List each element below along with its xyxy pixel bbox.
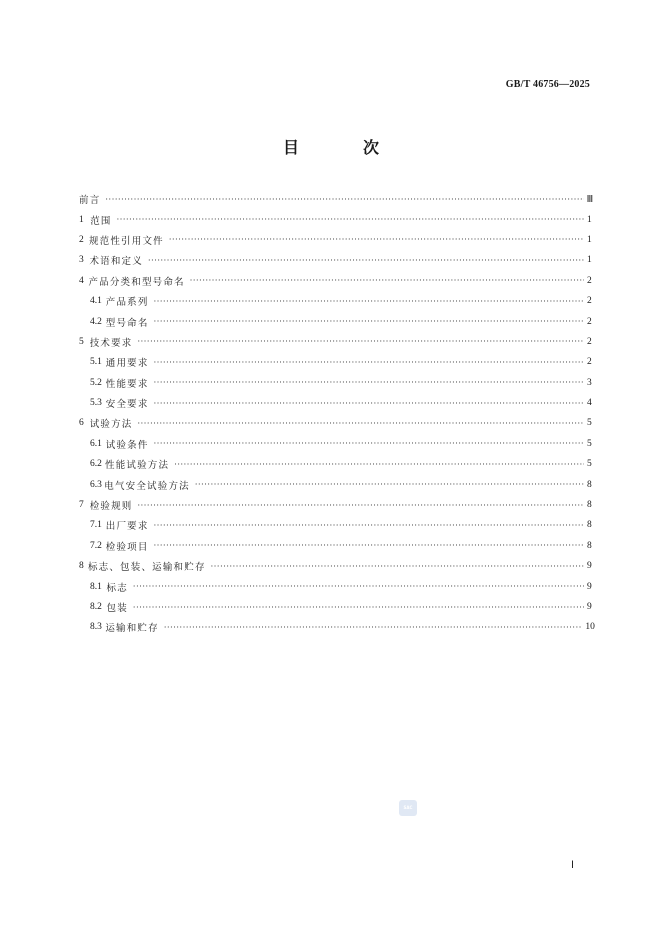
page-number: Ⅰ: [571, 860, 574, 871]
toc-entry-number: 2: [79, 234, 84, 245]
toc-entry-number: 8.3: [90, 622, 102, 633]
toc-entry-page: 8: [587, 520, 592, 531]
toc-entry-label: 包装: [106, 603, 128, 614]
toc-title: 目 次: [282, 138, 403, 157]
toc-entry-label: 规范性引用文件: [88, 235, 164, 247]
toc-entry-number: 8.2: [90, 602, 102, 612]
toc-entry[interactable]: [79, 597, 591, 617]
toc-entry-number: 6: [79, 418, 84, 429]
toc-entry-label: 检验项目: [105, 541, 149, 553]
toc-entry[interactable]: [79, 454, 591, 474]
dot-leader: [195, 479, 584, 490]
toc-entry-number: 1: [79, 214, 84, 225]
toc-entry-page: 9: [587, 581, 592, 592]
dot-leader: [211, 561, 584, 572]
toc-entry-page: 2: [587, 275, 592, 286]
dot-leader: [154, 398, 584, 409]
toc-entry[interactable]: [79, 556, 591, 576]
toc-entry-page: 9: [587, 602, 592, 612]
toc-entry[interactable]: [79, 576, 591, 596]
toc-entry-number: 5.2: [90, 377, 102, 388]
table-of-contents: [79, 189, 595, 638]
toc-entry-page: 2: [587, 316, 592, 327]
toc-entry-label: 试验方法: [89, 419, 133, 431]
toc-entry[interactable]: [79, 291, 591, 311]
toc-entry[interactable]: [79, 352, 591, 372]
toc-entry[interactable]: [79, 189, 594, 209]
toc-entry-page: 5: [587, 459, 592, 470]
toc-entry-page: Ⅲ: [586, 194, 594, 205]
toc-entry-label: 运输和贮存: [105, 623, 159, 635]
toc-entry[interactable]: [79, 413, 591, 433]
toc-entry-page: 8: [587, 540, 592, 551]
toc-entry-page: 1: [587, 234, 592, 245]
toc-entry-page: 2: [587, 357, 592, 368]
toc-entry[interactable]: [79, 209, 591, 229]
dot-leader: [154, 520, 584, 531]
dot-leader: [138, 336, 585, 347]
dot-leader: [148, 255, 584, 266]
dot-leader: [154, 438, 584, 449]
dot-leader: [133, 581, 584, 592]
dot-leader: [105, 194, 583, 205]
toc-entry-label: 产品系列: [105, 297, 149, 309]
dot-leader: [154, 357, 584, 368]
toc-entry[interactable]: [79, 250, 591, 270]
dot-leader: [138, 500, 585, 511]
toc-entry-page: 2: [587, 336, 592, 347]
toc-entry-page: 8: [587, 500, 592, 511]
toc-entry[interactable]: [79, 434, 591, 454]
toc-entry[interactable]: [79, 332, 591, 352]
toc-entry[interactable]: [79, 393, 591, 413]
toc-entry-number: 4.1: [90, 296, 102, 307]
toc-entry-page: 9: [587, 561, 592, 572]
toc-entry-label: 性能试验方法: [105, 460, 170, 472]
dot-leader: [138, 418, 585, 429]
toc-entry-label: 前言: [79, 195, 101, 207]
dot-leader: [174, 459, 584, 470]
toc-entry-label: 检验规则: [89, 501, 133, 513]
toc-entry-page: 4: [587, 398, 592, 409]
toc-entry-label: 技术要求: [89, 337, 133, 349]
toc-entry-label: 电气安全试验方法: [104, 480, 190, 492]
toc-entry-number: 5: [79, 336, 84, 347]
dot-leader: [154, 296, 584, 307]
dot-leader: [154, 377, 584, 388]
toc-entry[interactable]: [79, 230, 591, 250]
dot-leader: [164, 622, 583, 633]
toc-entry-number: 5.1: [90, 357, 102, 368]
toc-entry-page: 5: [587, 418, 592, 429]
toc-entry-label: 出厂要求: [105, 521, 149, 533]
toc-entry-page: 3: [587, 377, 592, 388]
toc-entry-page: 5: [587, 438, 592, 449]
toc-entry-label: 安全要求: [105, 399, 149, 411]
toc-entry-page: 8: [587, 479, 592, 490]
toc-entry-label: 标志、包装、运输和贮存: [87, 562, 206, 574]
toc-entry-number: 8: [79, 561, 84, 572]
toc-entry-number: 4: [79, 275, 84, 286]
toc-entry-page: 1: [587, 255, 592, 266]
toc-entry-label: 通用要求: [105, 358, 149, 370]
dot-leader: [154, 540, 584, 551]
toc-entry-number: 7.1: [90, 520, 102, 531]
toc-entry-number: 6.2: [90, 459, 102, 470]
toc-entry-label: 范围: [90, 215, 112, 227]
dot-leader: [169, 234, 584, 245]
toc-entry[interactable]: [79, 271, 591, 291]
toc-entry-label: 试验条件: [105, 439, 149, 451]
dot-leader: [133, 602, 584, 613]
toc-entry-label: 产品分类和型号命名: [88, 276, 185, 288]
toc-entry-number: 6.3: [90, 479, 102, 490]
toc-entry-number: 3: [79, 255, 84, 266]
dot-leader: [117, 214, 584, 225]
sac-watermark-logo: SAC: [399, 800, 417, 816]
toc-entry-number: 7.2: [90, 540, 102, 551]
toc-entry[interactable]: [79, 515, 591, 535]
toc-entry-page: 1: [587, 214, 592, 225]
toc-entry-number: 4.2: [90, 316, 102, 327]
toc-entry[interactable]: [79, 495, 591, 515]
toc-entry[interactable]: [79, 474, 591, 494]
toc-entry-number: 7: [79, 500, 84, 511]
standard-code: GB/T 46756—2025: [505, 79, 590, 90]
toc-entry[interactable]: [79, 617, 595, 637]
toc-entry-number: 5.3: [90, 398, 102, 409]
dot-leader: [154, 316, 584, 327]
toc-entry-page: 2: [587, 296, 592, 307]
toc-entry-page: 10: [585, 622, 595, 633]
toc-entry-label: 术语和定义: [89, 256, 143, 268]
toc-entry-number: 6.1: [90, 438, 102, 449]
toc-entry-number: 8.1: [90, 581, 102, 592]
toc-entry[interactable]: [79, 373, 591, 393]
toc-entry-label: 标志: [106, 582, 128, 594]
toc-entry[interactable]: [79, 311, 591, 331]
toc-entry[interactable]: [79, 536, 591, 556]
toc-entry-label: 性能要求: [105, 378, 149, 390]
toc-entry-label: 型号命名: [105, 317, 149, 329]
dot-leader: [190, 275, 584, 286]
